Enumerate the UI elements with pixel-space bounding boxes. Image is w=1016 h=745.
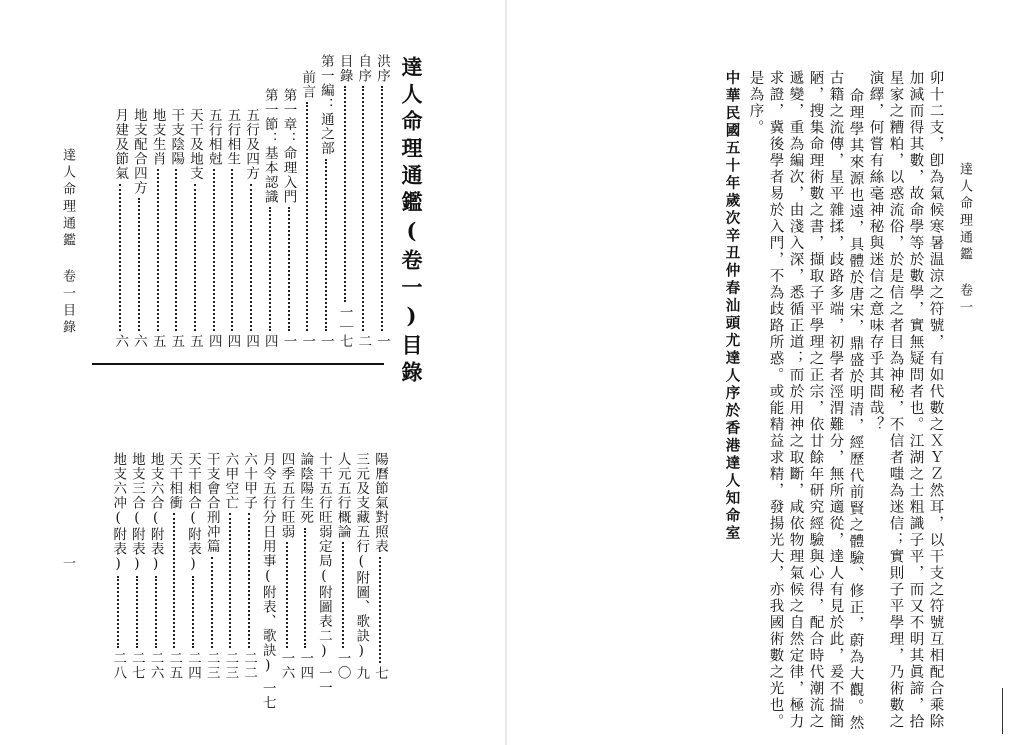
toc-leader-dots	[269, 207, 271, 331]
preface-column: 陋，搜集命理術數之書，擷取子平學理之正宗，依廿餘年研究經驗與心得，配合時代潮流之	[807, 70, 824, 730]
toc-leader-dots	[288, 207, 290, 331]
toc-leader-dots	[136, 576, 138, 648]
toc-leader-dots	[381, 86, 383, 331]
toc-entry-page: 一七	[259, 680, 276, 710]
toc-entry-title: 第一編：通之部	[317, 54, 334, 156]
section-divider-rule	[92, 363, 384, 365]
toc-entry	[316, 54, 336, 348]
toc-entry-page: 一一	[315, 666, 332, 695]
toc-entry-title: 天干及地支	[187, 108, 203, 181]
toc-entry-page: 一四	[297, 651, 314, 680]
toc-entry-page: 四	[243, 333, 260, 348]
toc-entry-title: 陽曆節氣對照表	[372, 452, 388, 554]
toc-entry-title: 五行相尅	[205, 108, 222, 166]
toc-leader-dots	[157, 169, 159, 331]
toc-entry-title: 六甲空亡	[222, 452, 239, 510]
toc-entry-title: 前言	[299, 70, 316, 99]
toc-entry	[129, 108, 149, 348]
toc-leader-dots	[342, 542, 344, 648]
toc-entry-page: 一	[280, 333, 297, 348]
toc-entry	[148, 108, 168, 348]
preface-column: 演繹，何嘗有絲毫神秘與迷信之意味存乎其間哉？	[867, 70, 884, 433]
toc-leader-dots	[117, 576, 119, 648]
toc-entry	[295, 452, 315, 680]
toc-leader-dots	[344, 86, 346, 302]
preface-column: 卯十二支，卽為氣候寒暑温涼之符號，有如代數之ＸＹＺ然耳，以干支之符號互相配合乘除	[927, 70, 944, 730]
toc-entry-page: 二三	[203, 651, 220, 680]
toc-entry	[222, 108, 242, 348]
toc-entry-page: 二五	[166, 651, 183, 680]
toc-entry-page: 二	[355, 333, 372, 348]
toc-entry-title: 三元及支藏五行(附圖、歌訣)	[353, 452, 370, 660]
toc-leader-dots	[119, 184, 121, 331]
toc-entry-title: 五行及四方	[243, 108, 260, 181]
right-page	[508, 0, 1016, 745]
page-edge-mark	[1002, 688, 1003, 734]
toc-entry-page: 五	[149, 333, 166, 348]
toc-entry-title: 六十甲子	[241, 452, 258, 510]
toc-entry-page: 二二	[241, 651, 258, 680]
toc-entry	[260, 88, 280, 348]
toc-entry	[239, 452, 259, 680]
toc-entry-title: 洪序	[374, 54, 390, 83]
toc-entry-page: 一	[317, 333, 334, 348]
toc-entry-title: 月令五行分日用事(附表、歌訣)	[259, 452, 276, 675]
toc-entry	[370, 452, 390, 680]
toc-leader-dots	[194, 184, 196, 331]
toc-entry-title: 五行相生	[224, 108, 241, 166]
toc-entry-title: 地支三合(附表)	[128, 452, 145, 573]
toc-entry-title: 干支陰陽	[168, 108, 185, 166]
toc-leader-dots	[250, 184, 252, 331]
toc-entry	[372, 54, 392, 348]
toc-entry-page: 五	[187, 333, 203, 348]
toc-entry-page: 一	[299, 333, 316, 348]
toc-entry-title: 地支六合(附表)	[147, 452, 164, 573]
preface-column: 遞變，重為編次，由淺入深，悉循正道；而於用神之取斷，咸依物理氣候之自然定律，極力	[787, 70, 804, 730]
toc-entry	[258, 452, 278, 710]
margin-page-mark: 一	[60, 556, 75, 573]
toc-entry	[127, 452, 147, 680]
preface-column: 求證，冀後學者易於入門，不為歧路所惑。或能精益求精，發揚光大，亦我國術數之光也。	[767, 70, 784, 730]
toc-entry-title: 地支六冲(附表)	[110, 452, 127, 573]
toc-entry-page: 六	[112, 333, 129, 348]
toc-entry	[277, 452, 297, 680]
toc-entry	[146, 452, 166, 680]
toc-leader-dots	[192, 576, 194, 648]
toc-leader-dots	[304, 528, 306, 649]
toc-entry-title: 月建及節氣	[112, 108, 129, 181]
toc-entry-title: 自序	[355, 54, 372, 83]
toc-entry	[110, 108, 130, 348]
preface-column: 命理學其來源也遠，具體於唐宋，鼎盛於明清，經歷代前賢之體驗、修正，蔚為大觀。然	[847, 88, 864, 732]
toc-entry-title: 天干相衝	[166, 452, 183, 510]
preface-column: 古籍之流傳，星平雜揉，歧路多端，初學者涇渭難分，無所適從，達人有見於此，爰不揣簡	[827, 70, 844, 730]
toc-entry-page: 二三	[222, 651, 239, 680]
toc-entry	[241, 108, 261, 348]
toc-entry-page: 一	[374, 333, 390, 348]
preface-column: 是為序。	[747, 70, 764, 136]
toc-entry-page: 一六	[278, 651, 295, 680]
toc-leader-dots	[286, 542, 288, 648]
toc-entry-page: 四	[205, 333, 222, 348]
toc-entry-page: 二八	[110, 651, 127, 680]
toc-leader-dots	[229, 513, 231, 648]
toc-entry-title: 目錄	[336, 54, 353, 83]
toc-entry	[297, 70, 317, 348]
toc-leader-dots	[248, 513, 250, 648]
toc-leader-dots	[138, 198, 140, 331]
running-header-left: 達人命理通鑑 卷一目錄	[60, 148, 75, 337]
toc-entry-title: 四季五行旺弱	[278, 452, 295, 539]
toc-leader-dots	[213, 169, 215, 331]
toc-entry	[351, 452, 371, 680]
toc-entry-title: 地支生肖	[149, 108, 166, 166]
toc-entry-title: 天干相合(附表)	[185, 452, 201, 573]
toc-entry-page: 二七	[128, 651, 145, 680]
toc-entry	[166, 108, 186, 348]
toc-entry	[335, 54, 355, 348]
toc-entry-page: 一｜七	[336, 304, 353, 348]
toc-entry	[183, 452, 203, 680]
toc-leader-dots	[175, 169, 177, 331]
toc-entry-title: 人元五行概論	[334, 452, 351, 539]
toc-entry-page: 二六	[147, 651, 164, 680]
toc-entry	[353, 54, 373, 348]
toc-leader-dots	[379, 557, 381, 663]
toc-leader-dots	[231, 169, 233, 331]
toc-entry	[108, 452, 128, 680]
preface-column: 星家之糟粕，以惑流俗，於是信之者目為神秘，不信者嗤為迷信；實則子平學理，乃術數之	[887, 70, 904, 730]
toc-entry-page: 五	[168, 333, 185, 348]
toc-entry	[314, 452, 334, 695]
toc-entry	[279, 88, 299, 348]
toc-entry-title: 論陰陽生死	[297, 452, 314, 525]
toc-leader-dots	[306, 102, 308, 331]
toc-leader-dots	[211, 557, 213, 649]
preface-column: 加減而得其數，故命學等於數學，實無疑問者也。江湖之士粗識子平，而又不明其眞諦，拾	[907, 70, 924, 730]
toc-entry	[220, 452, 240, 680]
toc-entry-title: 第一章：命理入門	[280, 88, 297, 204]
toc-entry	[204, 108, 224, 348]
toc-entry-page: 七	[372, 665, 388, 680]
toc-leader-dots	[362, 86, 364, 331]
toc-entry-page: 四	[261, 333, 278, 348]
toc-entry-title: 十干五行旺弱定局(附圖表二)	[315, 452, 332, 660]
toc-entry	[202, 452, 222, 680]
toc-leader-dots	[325, 159, 327, 331]
toc-leader-dots	[155, 576, 157, 648]
toc-entry	[164, 452, 184, 680]
toc-entry-title: 第一節：基本認識	[261, 88, 278, 204]
toc-entry-page: 二四	[185, 651, 201, 680]
toc-entry-page: 四	[224, 333, 241, 348]
toc-entry-title: 干支會合刑冲篇	[203, 452, 220, 554]
toc-entry	[333, 452, 353, 680]
toc-leader-dots	[173, 513, 175, 648]
toc-title: 達人命理通鑑(卷一)目錄	[399, 56, 424, 388]
toc-entry-page: 九	[353, 666, 370, 681]
toc-entry	[185, 108, 205, 348]
preface-signature: 中華民國五十年歲次辛丑仲春汕頭尤達人序於香港達人知命室	[723, 70, 741, 543]
toc-entry-page: 一〇	[334, 651, 351, 680]
toc-entry-page: 六	[130, 333, 147, 348]
running-header-right: 達人命理通鑑 卷一	[957, 162, 972, 317]
toc-entry-title: 地支配合四方	[130, 108, 147, 195]
